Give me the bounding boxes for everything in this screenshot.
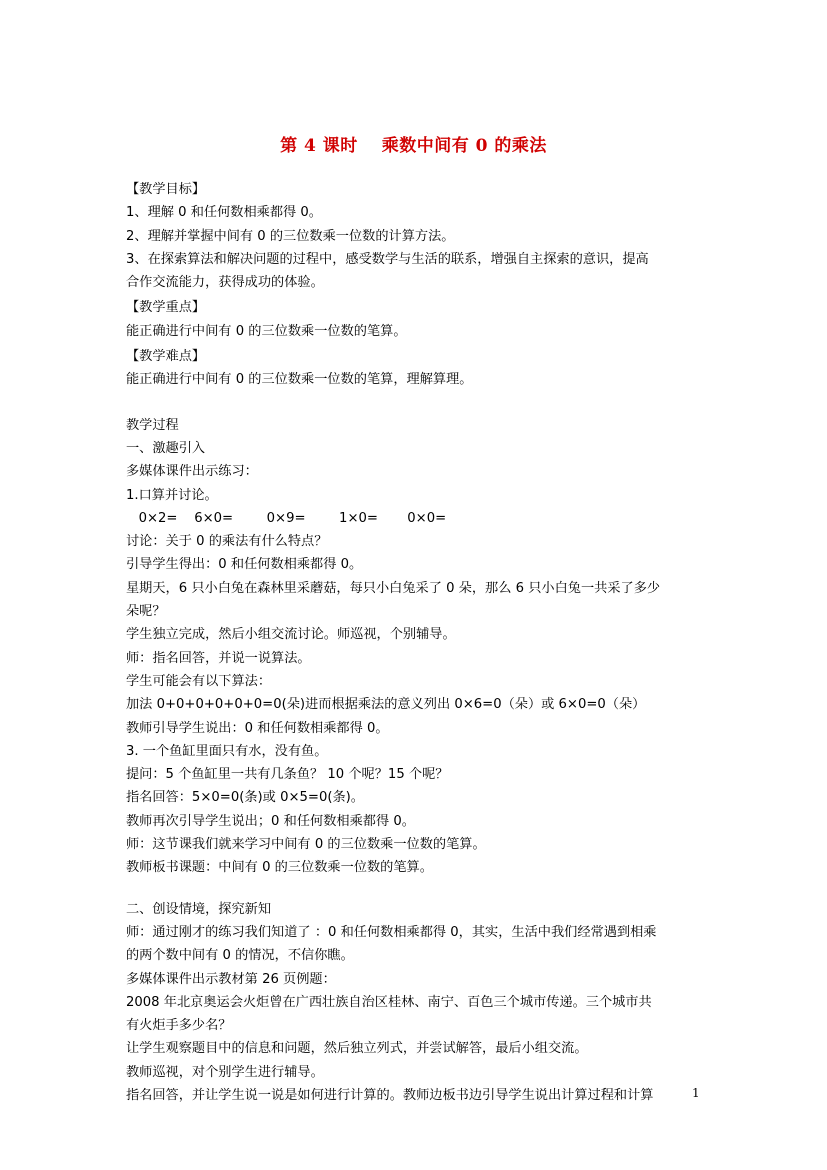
process-line: 引导学生得出：0 和任何数相乘都得 0。: [126, 557, 363, 573]
process-line: 朵呢？: [126, 604, 166, 620]
objective-item: 3、在探索算法和解决问题的过程中，感受数学与生活的联系，增强自主探索的意识，提高: [126, 251, 649, 267]
process-line: 多媒体课件出示练习：: [126, 464, 258, 480]
process-line: 加法 0+0+0+0+0+0=0(朵)进而根据乘法的意义列出 0×6=0（朵）或 6×0=0（朵）: [126, 697, 646, 713]
process-line: 学生可能会有以下算法：: [126, 673, 272, 689]
process-line: 的两个数中间有 0 的情况，不信你瞧。: [126, 948, 354, 964]
process-line: 教师再次引导学生说出；0 和任何数相乘都得 0。: [126, 813, 415, 829]
lesson-title: 第 4 课时 乘数中间有 0 的乘法: [280, 136, 547, 156]
process-line: 多媒体课件出示教材第 26 页例题：: [126, 971, 336, 987]
page-number: 1: [692, 1086, 700, 1100]
objective-item: 1、理解 0 和任何数相乘都得 0。: [126, 205, 322, 221]
process-line: 教师巡视，对个别学生进行辅导。: [126, 1064, 324, 1080]
oral-exercise-line: 0×2= 6×0= 0×9= 1×0= 0×0=: [126, 510, 447, 526]
objective-item: 合作交流能力，获得成功的体验。: [126, 275, 324, 291]
process-line: 师：这节课我们就来学习中间有 0 的三位数乘一位数的笔算。: [126, 837, 486, 853]
process-line: 2008 年北京奥运会火炬曾在广西壮族自治区桂林、南宁、百色三个城市传递。三个城市共: [126, 994, 652, 1010]
difficulties-heading: 【教学难点】: [126, 349, 206, 365]
process-line: 1.口算并讨论。: [126, 487, 218, 503]
process-line: 二、创设情境，探究新知: [126, 901, 272, 917]
process-line: 指名回答，并让学生说一说是如何进行计算的。教师边板书边引导学生说出计算过程和计算: [126, 1087, 654, 1103]
key-points-text: 能正确进行中间有 0 的三位数乘一位数的笔算。: [126, 323, 407, 339]
process-line: 讨论：关于 0 的乘法有什么特点？: [126, 534, 328, 550]
process-line: 让学生观察题目中的信息和问题，然后独立列式，并尝试解答，最后小组交流。: [126, 1041, 588, 1057]
process-line: 有火炬手多少名？: [126, 1018, 232, 1034]
process-heading: 教学过程: [126, 417, 179, 433]
process-line: 师：指名回答，并说一说算法。: [126, 650, 311, 666]
process-line: 指名回答：5×0=0(条)或 0×5=0(条)。: [126, 790, 364, 806]
process-line: 教师引导学生说出：0 和任何数相乘都得 0。: [126, 720, 389, 736]
process-line: 星期天，6 只小白兔在森林里采蘑菇，每只小白兔采了 0 朵，那么 6 只小白兔一共采了多少: [126, 580, 661, 596]
process-line: 一、激趣引入: [126, 440, 206, 456]
process-line: 师：通过刚才的练习我们知道了 ：0 和任何数相乘都得 0，其实，生活中我们经常遇到相乘: [126, 924, 657, 940]
objectives-heading: 【教学目标】: [126, 182, 206, 197]
difficulties-text: 能正确进行中间有 0 的三位数乘一位数的笔算，理解算理。: [126, 372, 473, 388]
objective-item: 2、理解并掌握中间有 0 的三位数乘一位数的计算方法。: [126, 228, 455, 244]
document-body: [126, 178, 706, 1107]
process-line: 3. 一个鱼缸里面只有水，没有鱼。: [126, 743, 328, 759]
key-points-heading: 【教学重点】: [126, 300, 206, 316]
process-line: 学生独立完成，然后小组交流讨论。师巡视，个别辅导。: [126, 627, 456, 643]
process-line: 教师板书课题：中间有 0 的三位数乘一位数的笔算。: [126, 860, 433, 876]
process-line: 提问：5 个鱼缸里一共有几条鱼？ 10 个呢？15 个呢？: [126, 767, 449, 783]
